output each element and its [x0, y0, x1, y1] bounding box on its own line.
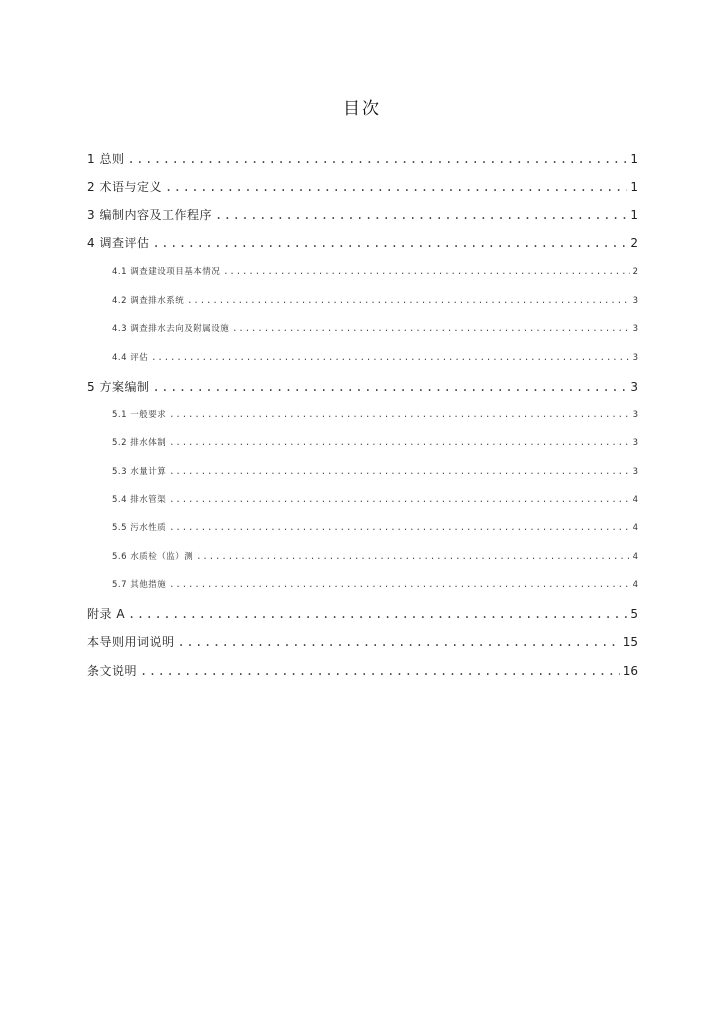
toc-page-number: 4	[632, 580, 638, 590]
toc-dot-leader	[215, 208, 627, 222]
toc-entry-2[interactable]	[87, 178, 638, 196]
toc-page-number: 1	[630, 180, 638, 194]
toc-entry-text: 5.7 其他措施	[112, 580, 167, 590]
toc-page-number: 4	[632, 523, 638, 533]
toc-entry-4-1[interactable]	[112, 265, 638, 278]
toc-entry-4-3[interactable]	[112, 322, 638, 335]
toc-dot-leader	[223, 267, 629, 277]
toc-entry-appendix-a[interactable]	[87, 605, 638, 623]
toc-entry-4-4[interactable]	[112, 351, 638, 364]
toc-page-number: 1	[630, 152, 638, 166]
toc-entry-4[interactable]	[87, 234, 638, 252]
toc-entry-text: 附录 A	[87, 607, 126, 621]
toc-entry-5-3[interactable]	[112, 465, 638, 478]
toc-dot-leader	[152, 380, 627, 394]
toc-dot-leader	[169, 438, 629, 448]
toc-entry-5-5[interactable]	[112, 521, 638, 534]
toc-page-number: 2	[630, 236, 638, 250]
toc-entry-5[interactable]	[87, 378, 638, 396]
toc-dot-leader	[165, 180, 627, 194]
toc-dot-leader	[187, 296, 629, 306]
toc-entry-4-2[interactable]	[112, 294, 638, 307]
toc-entry-3[interactable]	[87, 206, 638, 224]
toc-entry-text: 本导则用词说明	[87, 635, 175, 649]
toc-page-number: 3	[632, 467, 638, 477]
toc-entry-text: 5 方案编制	[87, 380, 150, 394]
page-title: 目次	[343, 99, 381, 119]
toc-entry-text: 条文说明	[87, 664, 138, 678]
toc-dot-leader	[152, 236, 627, 250]
toc-entry-terminology[interactable]	[87, 633, 638, 651]
toc-page-number: 3	[632, 353, 638, 363]
toc-entry-text: 5.4 排水管渠	[112, 495, 167, 505]
toc-entry-1[interactable]	[87, 150, 638, 168]
toc-page-number: 3	[632, 324, 638, 334]
toc-entry-text: 4.1 调查建设项目基本情况	[112, 267, 221, 277]
toc-entry-text: 2 术语与定义	[87, 180, 162, 194]
toc-entry-5-6[interactable]	[112, 550, 638, 563]
toc-dot-leader	[169, 523, 629, 533]
toc-entry-text: 4.2 调查排水系统	[112, 296, 185, 306]
toc-dot-leader	[140, 664, 620, 678]
toc-page-number: 4	[632, 495, 638, 505]
toc-dot-leader	[169, 580, 629, 590]
toc-entry-5-4[interactable]	[112, 493, 638, 506]
toc-dot-leader	[151, 353, 629, 363]
toc-dot-leader	[169, 467, 629, 477]
toc-page-number: 3	[632, 438, 638, 448]
toc-page-number: 3	[630, 380, 638, 394]
toc-entry-text: 4.3 调查排水去向及附属设施	[112, 324, 230, 334]
toc-dot-leader	[178, 635, 620, 649]
toc-entry-text: 5.2 排水体制	[112, 438, 167, 448]
toc-entry-5-7[interactable]	[112, 578, 638, 591]
toc-dot-leader	[169, 410, 629, 420]
toc-entry-text: 5.3 水量计算	[112, 467, 167, 477]
toc-entry-5-2[interactable]	[112, 436, 638, 449]
toc-dot-leader	[127, 152, 627, 166]
toc-entry-text: 1 总则	[87, 152, 125, 166]
toc-entry-text: 3 编制内容及工作程序	[87, 208, 212, 222]
toc-dot-leader	[169, 495, 629, 505]
toc-entry-explanation[interactable]	[87, 662, 638, 680]
toc-page-number: 5	[630, 607, 638, 621]
toc-page-number: 3	[632, 410, 638, 420]
toc-entry-text: 5.5 污水性质	[112, 523, 167, 533]
toc-page-number: 15	[622, 635, 638, 649]
toc-entry-text: 5.6 水质检（监）测	[112, 552, 194, 562]
toc-dot-leader	[128, 607, 627, 621]
toc-entry-text: 4.4 评估	[112, 353, 149, 363]
toc-page-number: 16	[622, 664, 638, 678]
toc-dot-leader	[232, 324, 629, 334]
toc-page-number: 4	[632, 552, 638, 562]
toc-dot-leader	[196, 552, 629, 562]
toc-entry-5-1[interactable]	[112, 408, 638, 421]
toc-page-number: 3	[632, 296, 638, 306]
toc-page-number: 1	[630, 208, 638, 222]
toc-page-number: 2	[632, 267, 638, 277]
toc-entry-text: 5.1 一般要求	[112, 410, 167, 420]
toc-entry-text: 4 调查评估	[87, 236, 150, 250]
